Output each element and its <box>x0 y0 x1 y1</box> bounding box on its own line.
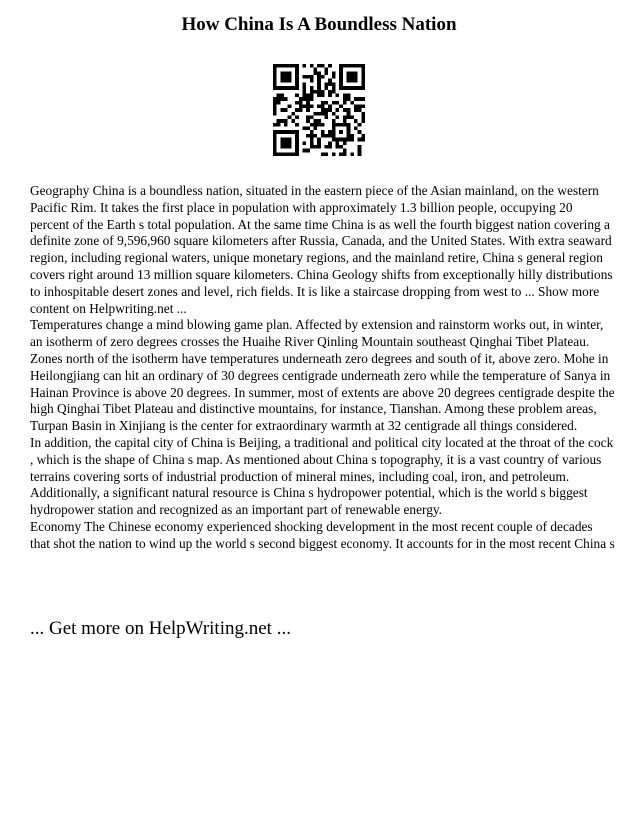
paragraph-temperatures: Temperatures change a mind blowing game plan. Affected by extension and rainstorm works out, in winter, an isotherm of zero degrees crosses the Huaihe River Qinling Mountain southeast Qinghai Tibet Plateau. Zones north of the isotherm have temperatures underneath zero degrees and south of it, above zero. Mohe in Heilongjiang can hit an ordinary of 30 degrees centigrade underneath zero while the temperature of Sanya in Hainan Province is above 20 degrees. In summer, most of extents are above 20 degrees centigrade despite the high Qinghai Tibet Plateau and distinctive mountains, for instance, Tianshan. Among these problem areas, Turpan Basin in Xinjiang is the center for extraordinary warmth at 32 centigrade all things considered. <box>30 317 615 434</box>
document-title: How China Is A Boundless Nation <box>181 14 457 35</box>
paragraph-capital: In addition, the capital city of China is Beijing, a traditional and political city located at the throat of the cock , which is the shape of China s map. As mentioned about China s topography, it is a vast country of various terrains covering sorts of industrial production of mineral mines, including coal, iron, and petroleum. Additionally, a significant natural resource is China s hydropower potential, which is the world s biggest hydropower station and recognized as an important part of renewable energy. <box>30 434 614 518</box>
paragraph-economy: Economy The Chinese economy experienced shocking development in the most recent couple of decades that shot the nation to wind up the world s second biggest economy. It accounts for in the most recent China s <box>30 518 615 551</box>
qr-code-graphic <box>273 64 365 156</box>
paragraph-geography: Geography China is a boundless nation, situated in the eastern piece of the Asian mainland, on the western Pacific Rim. It takes the first place in population with approximately 1.3 billion people, occupying 20 percent of the Earth s total population. At the same time China is as well the fourth biggest nation covering a definite zone of 9,596,960 square kilometers after Russia, Canada, and the United States. With extra seaward region, including regional waters, unique monetary regions, and the mainland retire, China s general region covers right around 13 million square kilometers. China Geology shifts from exceptionally hilly distributions to inhospitable desert zones and level, rich fields. It is like a staircase dropping from west to ... Show more content on Helpwriting.net ... <box>30 183 613 316</box>
document-body <box>30 183 615 553</box>
get-more-link[interactable]: ... Get more on HelpWriting.net ... <box>30 618 291 639</box>
qr-code-icon <box>273 64 365 156</box>
